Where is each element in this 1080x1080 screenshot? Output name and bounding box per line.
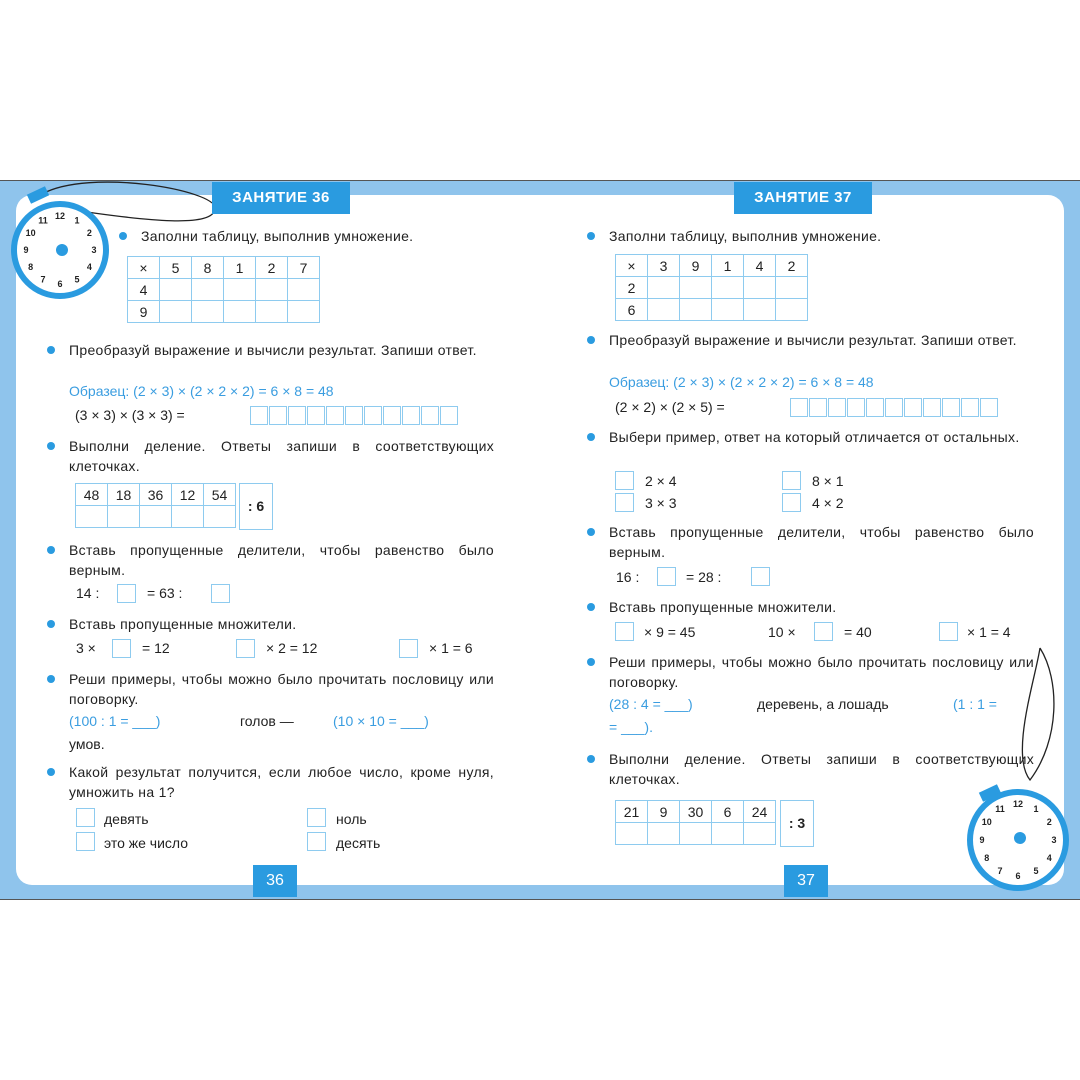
task-transform-37 xyxy=(609,330,1034,350)
proverb-example: (10 × 10 = ___) xyxy=(333,713,429,729)
table-cell: × xyxy=(616,255,648,277)
clock-number: 5 xyxy=(1033,866,1039,877)
table-cell: 4 xyxy=(128,279,160,301)
bullet xyxy=(587,528,595,536)
empty-cell[interactable] xyxy=(680,823,712,845)
bullet xyxy=(47,620,55,628)
empty-cell[interactable] xyxy=(224,279,256,301)
answer-cell[interactable] xyxy=(288,406,306,425)
equation-part: × 1 = 6 xyxy=(429,640,473,656)
option-checkbox[interactable] xyxy=(307,832,326,851)
table-cell: 30 xyxy=(680,801,712,823)
answer-box[interactable] xyxy=(939,622,958,641)
lesson-37-tab: ЗАНЯТИЕ 37 xyxy=(734,182,872,214)
proverb-example: (28 : 4 = ___) xyxy=(609,696,693,712)
table-cell: 2 xyxy=(776,255,808,277)
table-cell: 2 xyxy=(256,257,288,279)
task-text: Заполни таблицу, выполнив умножение. xyxy=(141,228,414,244)
answer-cell[interactable] xyxy=(345,406,363,425)
empty-cell[interactable] xyxy=(192,301,224,323)
task-text: Реши примеры, чтобы можно было прочитать пословицу или поговорку. xyxy=(69,671,494,707)
bullet xyxy=(587,433,595,441)
answer-cell[interactable] xyxy=(383,406,401,425)
answer-cell[interactable] xyxy=(961,398,979,417)
bullet xyxy=(587,755,595,763)
empty-cell[interactable] xyxy=(680,299,712,321)
proverb-example: (1 : 1 = xyxy=(953,696,997,712)
task-proverb-37 xyxy=(609,652,1034,692)
task-question-36 xyxy=(69,762,494,802)
answer-box[interactable] xyxy=(814,622,833,641)
divisor-label: : 6 xyxy=(239,483,273,530)
empty-cell[interactable] xyxy=(288,301,320,323)
option-checkbox[interactable] xyxy=(615,493,634,512)
bullet xyxy=(47,768,55,776)
answer-cell[interactable] xyxy=(980,398,998,417)
proverb-word: деревень, а лошадь xyxy=(757,696,889,712)
empty-cell[interactable] xyxy=(648,299,680,321)
empty-cell[interactable] xyxy=(172,506,204,528)
answer-cell[interactable] xyxy=(809,398,827,417)
divisor-label: : 3 xyxy=(780,800,814,847)
answer-box[interactable] xyxy=(112,639,131,658)
empty-cell[interactable] xyxy=(648,277,680,299)
answer-cell[interactable] xyxy=(364,406,382,425)
bullet xyxy=(119,232,127,240)
empty-cell[interactable] xyxy=(256,279,288,301)
expression: (2 × 2) × (2 × 5) = xyxy=(615,399,725,415)
empty-cell[interactable] xyxy=(108,506,140,528)
answer-cells[interactable] xyxy=(250,406,459,425)
answer-box[interactable] xyxy=(751,567,770,586)
task-division-36 xyxy=(69,436,494,476)
task-text: Вставь пропущенные делители, чтобы равенство было верным. xyxy=(609,524,1034,560)
empty-cell[interactable] xyxy=(680,277,712,299)
answer-box[interactable] xyxy=(615,622,634,641)
option-label: 4 × 2 xyxy=(812,495,844,511)
answer-cell[interactable] xyxy=(904,398,922,417)
clock-number: 8 xyxy=(28,262,34,272)
empty-cell[interactable] xyxy=(712,823,744,845)
equation-part: = 63 : xyxy=(147,585,183,601)
answer-cell[interactable] xyxy=(402,406,420,425)
option-checkbox[interactable] xyxy=(782,471,801,490)
empty-cell[interactable] xyxy=(744,277,776,299)
empty-cell[interactable] xyxy=(192,279,224,301)
clock-number: 7 xyxy=(40,274,46,285)
table-cell: 5 xyxy=(160,257,192,279)
task-factors-37 xyxy=(609,597,836,617)
equation-part: 10 × xyxy=(768,624,796,640)
sample-expression: Образец: (2 × 3) × (2 × 2 × 2) = 6 × 8 = 48 xyxy=(609,374,874,390)
empty-cell[interactable] xyxy=(160,301,192,323)
clock-number: 2 xyxy=(1046,817,1052,827)
answer-cell[interactable] xyxy=(790,398,808,417)
task-text: Какой результат получится, если любое число, кроме нуля, умножить на 1? xyxy=(69,764,494,800)
bullet xyxy=(47,546,55,554)
answer-cells[interactable] xyxy=(790,398,999,417)
empty-cell[interactable] xyxy=(712,299,744,321)
clock-number: 6 xyxy=(1015,871,1021,881)
table-cell: 12 xyxy=(172,484,204,506)
clock-number: 11 xyxy=(995,803,1005,814)
equation-part: 3 × xyxy=(76,640,96,656)
empty-cell[interactable] xyxy=(616,823,648,845)
clock-number: 1 xyxy=(1033,803,1039,814)
empty-cell[interactable] xyxy=(776,299,808,321)
clock-number: 6 xyxy=(57,279,63,289)
answer-box[interactable] xyxy=(657,567,676,586)
equation-part: × 1 = 4 xyxy=(967,624,1011,640)
task-divisors-37 xyxy=(609,522,1034,562)
answer-cell[interactable] xyxy=(326,406,344,425)
task-text: Выполни деление. Ответы запиши в соответствующих клеточках. xyxy=(609,751,1034,787)
answer-cell[interactable] xyxy=(847,398,865,417)
answer-cell[interactable] xyxy=(866,398,884,417)
proverb-word: голов — xyxy=(240,713,294,729)
empty-cell[interactable] xyxy=(712,277,744,299)
empty-cell[interactable] xyxy=(204,506,236,528)
option-label: 3 × 3 xyxy=(645,495,677,511)
table-cell: 54 xyxy=(204,484,236,506)
task-text: Выбери пример, ответ на который отличается от остальных. xyxy=(609,429,1020,445)
option-checkbox[interactable] xyxy=(782,493,801,512)
clock-number: 10 xyxy=(25,228,36,238)
task-text: Преобразуй выражение и вычисли результат. Запиши ответ. xyxy=(69,342,477,358)
answer-cell[interactable] xyxy=(307,406,325,425)
empty-cell[interactable] xyxy=(256,301,288,323)
option-label: ноль xyxy=(336,811,367,827)
bullet xyxy=(47,442,55,450)
task-factors-36 xyxy=(69,614,296,634)
equation-part: × 2 = 12 xyxy=(266,640,318,656)
task-divisors-36 xyxy=(69,540,494,580)
option-label: это же число xyxy=(104,835,189,851)
multiplication-table-37 xyxy=(615,254,808,321)
proverb-word: умов. xyxy=(69,736,105,752)
proverb-example: (100 : 1 = ___) xyxy=(69,713,161,729)
task-text: Заполни таблицу, выполнив умножение. xyxy=(609,228,882,244)
answer-box[interactable] xyxy=(236,639,255,658)
answer-cell[interactable] xyxy=(942,398,960,417)
option-checkbox[interactable] xyxy=(307,808,326,827)
equation-part: = 40 xyxy=(844,624,872,640)
proverb-example: = ___). xyxy=(609,719,653,735)
answer-cell[interactable] xyxy=(421,406,439,425)
bullet xyxy=(47,346,55,354)
equation-part: = 12 xyxy=(142,640,170,656)
multiplication-table-36 xyxy=(127,256,320,323)
option-label: девять xyxy=(104,811,149,827)
clock-number: 3 xyxy=(91,245,97,255)
option-label: 8 × 1 xyxy=(812,473,844,489)
clock-number: 1 xyxy=(74,215,80,226)
option-label: 2 × 4 xyxy=(645,473,677,489)
clock-number: 12 xyxy=(54,211,66,221)
equation-part: = 28 : xyxy=(686,569,722,585)
clock-number: 4 xyxy=(86,262,92,272)
page-number-36: 36 xyxy=(253,865,297,897)
empty-cell[interactable] xyxy=(140,506,172,528)
table-cell: 6 xyxy=(616,299,648,321)
bullet xyxy=(587,603,595,611)
answer-cell[interactable] xyxy=(440,406,458,425)
task-transform-36 xyxy=(69,340,494,360)
equation-part: × 9 = 45 xyxy=(644,624,696,640)
task-text: Реши примеры, чтобы можно было прочитать пословицу или поговорку. xyxy=(609,654,1034,690)
table-cell: 18 xyxy=(108,484,140,506)
clock-number: 5 xyxy=(74,274,80,285)
empty-cell[interactable] xyxy=(224,301,256,323)
lesson-36-tab: ЗАНЯТИЕ 36 xyxy=(212,182,350,214)
answer-box[interactable] xyxy=(399,639,418,658)
table-cell: 8 xyxy=(192,257,224,279)
table-cell: 6 xyxy=(712,801,744,823)
clock-number: 9 xyxy=(979,835,985,845)
task-fill-table-36 xyxy=(141,226,413,246)
table-cell: 9 xyxy=(128,301,160,323)
option-checkbox[interactable] xyxy=(76,832,95,851)
division-table-36 xyxy=(75,483,236,528)
clock-number: 8 xyxy=(984,853,990,863)
sample-expression: Образец: (2 × 3) × (2 × 2 × 2) = 6 × 8 = 48 xyxy=(69,383,334,399)
table-cell: 9 xyxy=(648,801,680,823)
answer-cell[interactable] xyxy=(269,406,287,425)
table-cell: 1 xyxy=(224,257,256,279)
empty-cell[interactable] xyxy=(160,279,192,301)
empty-cell[interactable] xyxy=(744,299,776,321)
task-proverb-36 xyxy=(69,669,494,709)
task-text: Вставь пропущенные множители. xyxy=(69,616,297,632)
empty-cell[interactable] xyxy=(776,277,808,299)
task-choose-37 xyxy=(609,427,1034,447)
clock-number: 12 xyxy=(1012,799,1024,809)
table-cell: 1 xyxy=(712,255,744,277)
option-checkbox[interactable] xyxy=(76,808,95,827)
task-division-37 xyxy=(609,749,1034,789)
expression: (3 × 3) × (3 × 3) = xyxy=(75,407,185,423)
bullet xyxy=(587,658,595,666)
division-table-37 xyxy=(615,800,776,845)
clock-number: 9 xyxy=(23,245,29,255)
task-text: Преобразуй выражение и вычисли результат. Запиши ответ. xyxy=(609,332,1017,348)
option-checkbox[interactable] xyxy=(615,471,634,490)
table-cell: 48 xyxy=(76,484,108,506)
table-cell: 9 xyxy=(680,255,712,277)
bullet xyxy=(587,336,595,344)
empty-cell[interactable] xyxy=(744,823,776,845)
clock-number: 7 xyxy=(997,866,1003,877)
empty-cell[interactable] xyxy=(648,823,680,845)
equation-part: 14 : xyxy=(76,585,100,601)
empty-cell[interactable] xyxy=(288,279,320,301)
table-cell: 36 xyxy=(140,484,172,506)
equation-part: 16 : xyxy=(616,569,640,585)
task-text: Выполни деление. Ответы запиши в соответствующих клеточках. xyxy=(69,438,494,474)
answer-cell[interactable] xyxy=(828,398,846,417)
task-text: Вставь пропущенные делители, чтобы равенство было верным. xyxy=(69,542,494,578)
clock-number: 2 xyxy=(86,228,92,238)
answer-cell[interactable] xyxy=(250,406,268,425)
table-cell: 21 xyxy=(616,801,648,823)
clock-number: 3 xyxy=(1051,835,1057,845)
clock-number: 11 xyxy=(38,215,48,226)
page-number-37: 37 xyxy=(784,865,828,897)
option-label: десять xyxy=(336,835,381,851)
table-cell: 24 xyxy=(744,801,776,823)
table-cell: 3 xyxy=(648,255,680,277)
empty-cell[interactable] xyxy=(76,506,108,528)
answer-cell[interactable] xyxy=(923,398,941,417)
answer-box[interactable] xyxy=(211,584,230,603)
table-cell: 2 xyxy=(616,277,648,299)
answer-box[interactable] xyxy=(117,584,136,603)
table-cell: 4 xyxy=(744,255,776,277)
table-cell: 7 xyxy=(288,257,320,279)
task-text: Вставь пропущенные множители. xyxy=(609,599,837,615)
clock-number: 4 xyxy=(1046,853,1052,863)
bullet xyxy=(587,232,595,240)
clock-number: 10 xyxy=(981,817,992,827)
table-cell: × xyxy=(128,257,160,279)
bullet xyxy=(47,675,55,683)
answer-cell[interactable] xyxy=(885,398,903,417)
task-fill-table-37 xyxy=(609,226,881,246)
